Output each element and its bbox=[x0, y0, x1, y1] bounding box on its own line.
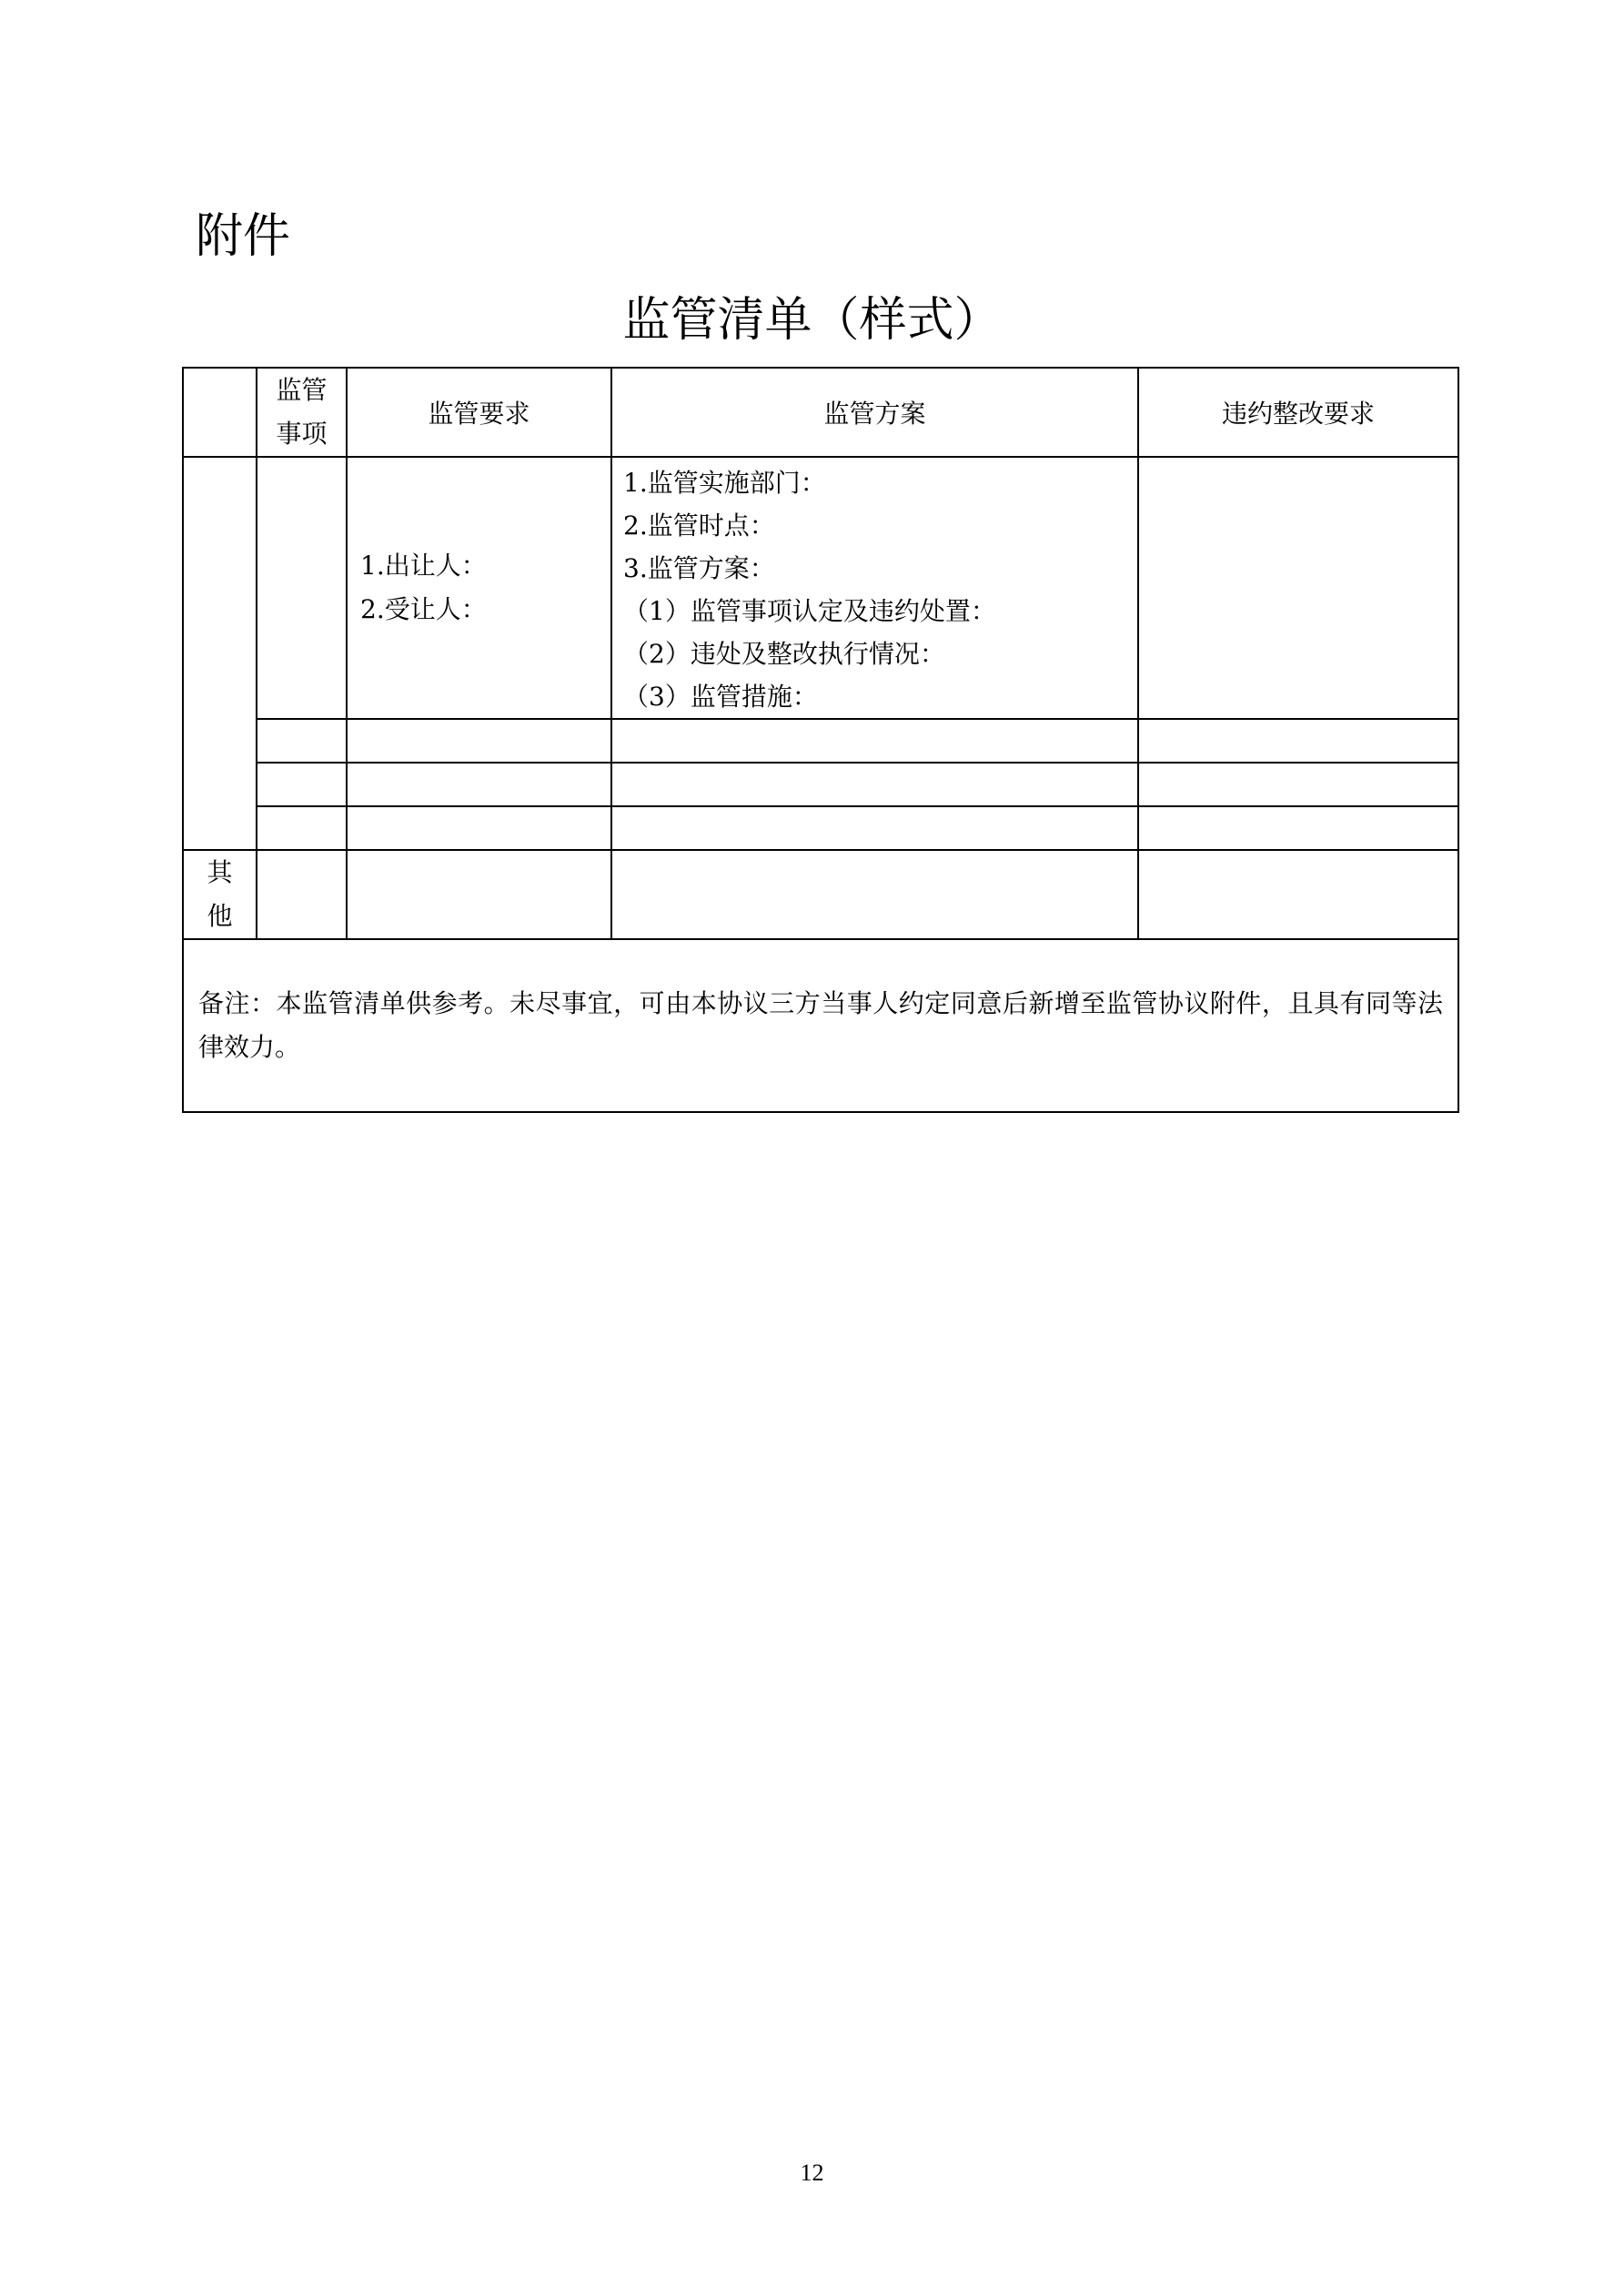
other-row bbox=[183, 850, 1458, 939]
header-cell-rectification: 违约整改要求 bbox=[1138, 368, 1458, 457]
table-header-row bbox=[183, 368, 1458, 457]
plan-line: 2.监管时点： bbox=[623, 511, 775, 541]
category-cell bbox=[183, 457, 257, 850]
requirements-cell bbox=[347, 457, 611, 719]
table-row bbox=[183, 719, 1458, 763]
rectification-cell bbox=[1138, 457, 1458, 719]
other-label-cell: 其 他 bbox=[183, 850, 257, 939]
plan-line: （1）监管事项认定及违约处置： bbox=[623, 596, 996, 626]
document-title: 监管清单（样式） bbox=[622, 293, 1002, 348]
page-number: 12 bbox=[800, 2159, 824, 2186]
table-row bbox=[183, 763, 1458, 806]
requirement-line: 1.出让人： bbox=[360, 551, 487, 581]
header-cell-item: 监管 事项 bbox=[257, 368, 347, 457]
plan-line: （2）违处及整改执行情况： bbox=[623, 639, 945, 669]
header-cell-plan: 监管方案 bbox=[611, 368, 1138, 457]
table-row bbox=[183, 806, 1458, 850]
note-cell: 备注：本监管清单供参考。未尽事宜，可由本协议三方当事人约定同意后新增至监管协议附件，且具有同等法律效力。 bbox=[183, 939, 1458, 1112]
supervision-list-table bbox=[182, 367, 1459, 1113]
plan-cell bbox=[611, 457, 1138, 719]
table-row bbox=[183, 457, 1458, 719]
plan-line: （3）监管措施： bbox=[623, 682, 818, 712]
requirement-line: 2.受让人： bbox=[360, 594, 487, 624]
note-row bbox=[183, 939, 1458, 1112]
header-cell-blank bbox=[183, 368, 257, 457]
plan-line: 3.监管方案： bbox=[623, 553, 775, 583]
plan-line: 1.监管实施部门： bbox=[623, 468, 826, 498]
item-cell bbox=[257, 457, 347, 719]
header-cell-requirements: 监管要求 bbox=[347, 368, 611, 457]
attachment-heading: 附件 bbox=[196, 209, 291, 264]
